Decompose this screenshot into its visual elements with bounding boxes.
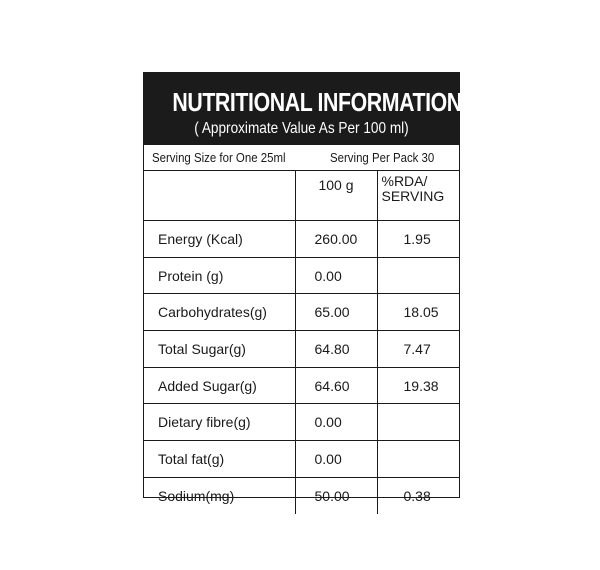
nutrient-value: 64.60 (295, 367, 377, 404)
table-row (144, 221, 459, 258)
nutrient-name: Total fat(g) (144, 441, 295, 478)
table-row (144, 477, 459, 513)
nutrient-value: 260.00 (295, 221, 377, 258)
nutrition-table (144, 171, 459, 514)
header-cell-per-100g: 100 g (295, 171, 377, 221)
table-header-row (144, 171, 459, 221)
nutrient-rda (377, 404, 459, 441)
serving-info-row (144, 145, 459, 171)
nutrient-name: Dietary fibre(g) (144, 404, 295, 441)
label-subtitle: ( Approximate Value As Per 100 ml) (194, 120, 409, 137)
nutrient-name: Carbohydrates(g) (144, 294, 295, 331)
table-row (144, 404, 459, 441)
rda-header-line1: %RDA/ (381, 173, 428, 189)
servings-per-pack: Serving Per Pack 30 (330, 150, 435, 165)
nutrient-name: Added Sugar(g) (144, 367, 295, 404)
nutrient-name: Energy (Kcal) (144, 221, 295, 258)
header-band (144, 73, 462, 145)
nutrient-rda: 0.38 (403, 487, 431, 504)
table-row (144, 294, 459, 331)
nutrient-value: 50.00 (295, 477, 377, 513)
nutrient-value: 0.00 (295, 257, 377, 294)
nutrition-label (143, 72, 462, 504)
nutrient-value: 65.00 (295, 294, 377, 331)
table-row (144, 367, 459, 404)
nutrient-rda: 7.47 (377, 331, 459, 368)
nutrient-value: 64.80 (295, 331, 377, 368)
table-row (144, 257, 459, 294)
nutrient-rda: 1.95 (377, 221, 459, 258)
nutrient-name: Total Sugar(g) (144, 331, 295, 368)
nutrient-name: Protein (g) (144, 257, 295, 294)
nutrient-rda: 18.05 (377, 294, 459, 331)
nutrient-rda (377, 257, 459, 294)
table-row (144, 441, 459, 478)
serving-size: Serving Size for One 25ml (152, 150, 286, 165)
nutrient-rda (377, 441, 459, 478)
rda-header-line2: SERVING (381, 188, 445, 204)
nutrient-value: 0.00 (295, 404, 377, 441)
nutrient-value: 0.00 (295, 441, 377, 478)
nutrient-name: Sodium(mg) (144, 477, 295, 513)
table-row (144, 331, 459, 368)
header-cell-nutrient (144, 171, 295, 221)
nutrient-rda: 19.38 (377, 367, 459, 404)
label-title: NUTRITIONAL INFORMATION (172, 87, 462, 117)
header-cell-rda (377, 171, 459, 221)
